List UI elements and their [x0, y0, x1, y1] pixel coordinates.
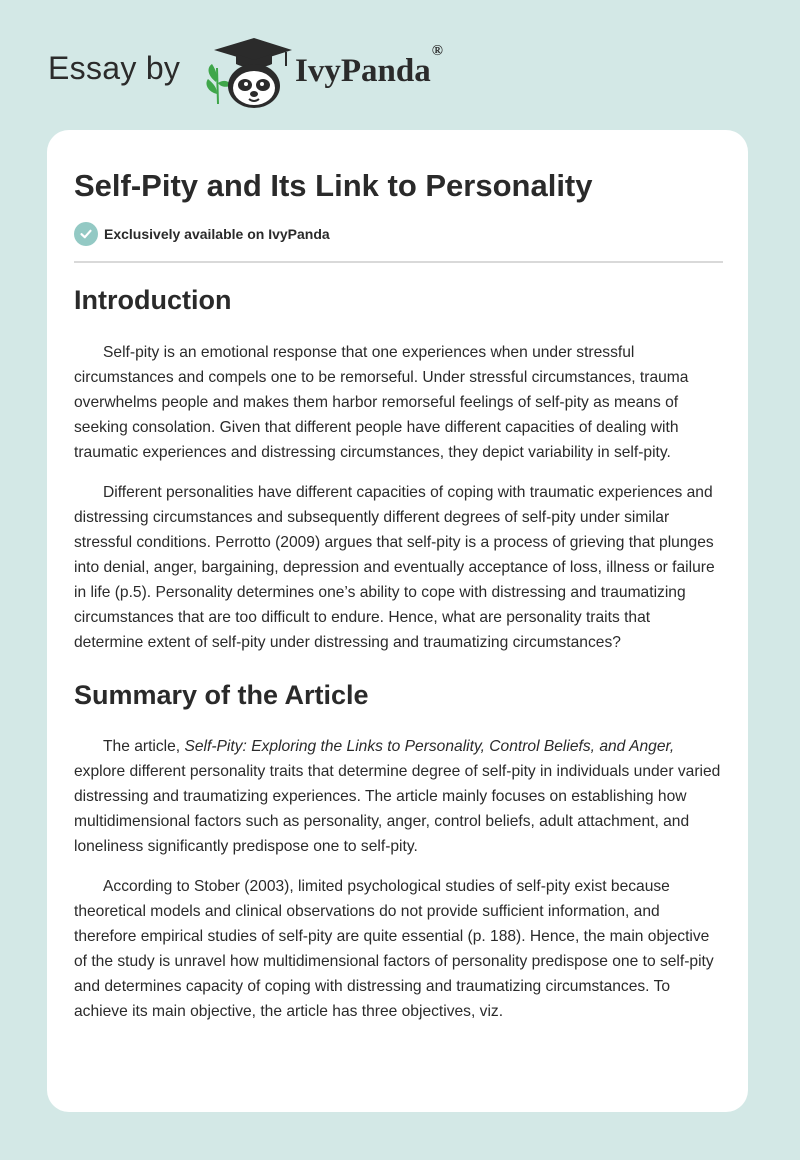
article-body [74, 280, 723, 1024]
essay-by-label: Essay by [48, 50, 181, 86]
section-heading-introduction: Introduction [74, 285, 232, 315]
paragraph: Self-pity is an emotional response that one experiences when under stressful circumstances and compels one to be remorseful. Under stressful circumstances, trauma overwhelms people and makes them harbor remorseful feelings of self-pity as means of seeking consolation. Given that different people have different capacities of dealing with traumatic experiences and distressing circumstances, they depict variability in self-pity. [74, 344, 689, 461]
article-title-italic: Self-Pity: Exploring the Links to Personality, Control Beliefs, and Anger, [184, 738, 675, 755]
check-icon [74, 222, 98, 246]
paragraph: Different personalities have different capacities of coping with traumatic experiences and distressing circumstances and subsequently different degrees of self-pity under similar stressful conditions. Perrotto (2009) argues that self-pity is a process of grieving that plunges into denial, anger, bargaining, depression and eventually acceptance of loss, illness or failure in life (p.5). Personality determines one’s ability to cope with distressing and traumatizing circumstances that are too difficult to endure. Hence, what are personality traits that determine extent of self-pity under distressing and traumatizing circumstances? [74, 484, 715, 651]
brand-name: IvyPanda® [295, 43, 443, 89]
exclusive-badge [74, 222, 330, 246]
section-heading-summary: Summary of the Article [74, 680, 369, 710]
divider [74, 261, 723, 263]
paragraph: The article, Self-Pity: Exploring the Links to Personality, Control Beliefs, and Anger, explore different personality traits that determine degree of self-pity in individuals under varied distressing and traumatizing experiences. The article mainly focuses on establishing how multidimensional factors such as personality, anger, control beliefs, adult attachment, and loneliness significantly predispose one to self-pity. [74, 738, 721, 855]
article-card [47, 130, 748, 1112]
ivypanda-logo-icon[interactable] [202, 36, 292, 108]
page-title: Self-Pity and Its Link to Personality [74, 168, 593, 203]
paragraph: According to Stober (2003), limited psychological studies of self-pity exist because theoretical models and clinical observations do not provide sufficient information, and therefore empirical studies of self-pity are quite essential (p. 188). Hence, the main objective of the study is unravel how multidimensional factors of personality predispose one to self-pity and determines capacity of coping with distressing and traumatizing circumstances. To achieve its main objective, the article has three objectives, viz. [74, 878, 714, 1020]
exclusive-label: Exclusively available on IvyPanda [104, 226, 330, 242]
site-header [0, 0, 800, 130]
